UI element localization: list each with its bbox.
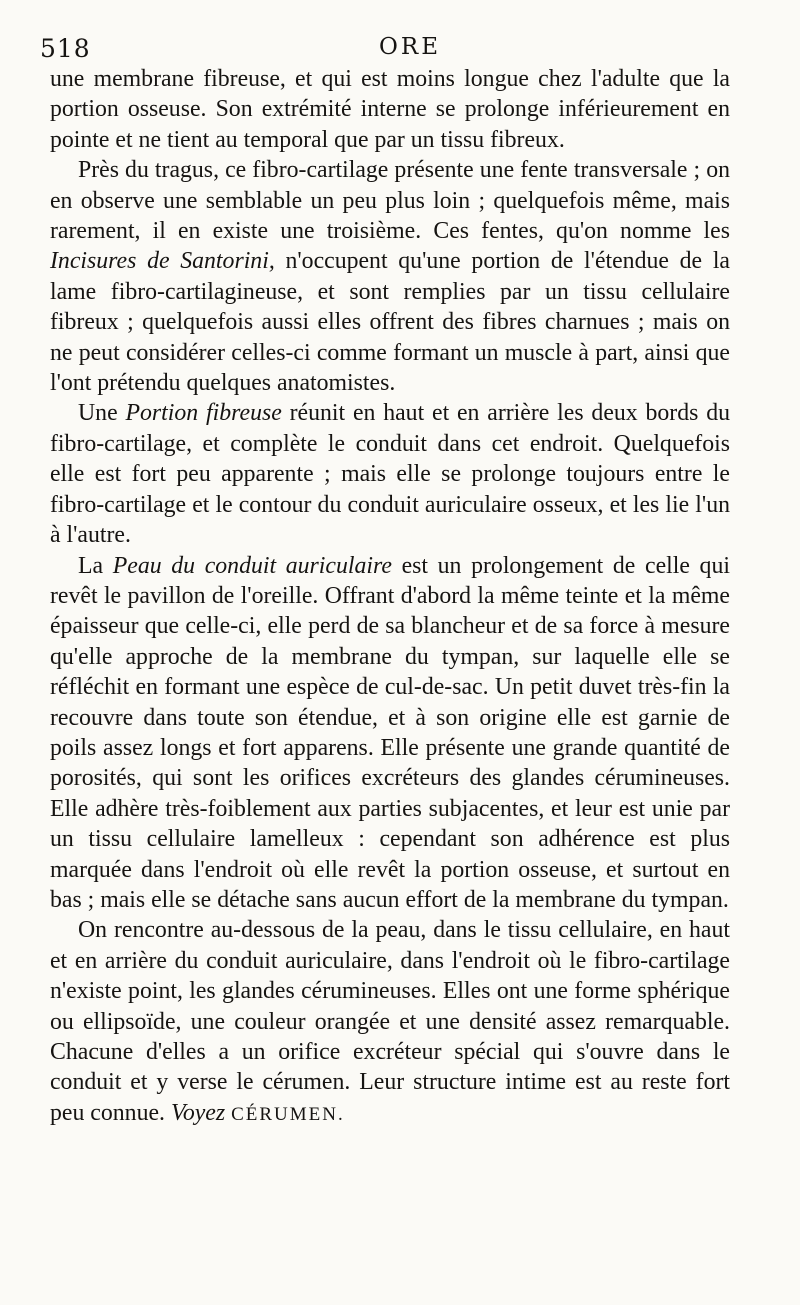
italic-term: Peau du conduit auriculaire	[112, 552, 392, 579]
paragraph-text: On rencontre au-dessous de la peau, dans le tissu cellulaire, en haut et en arrière du conduit auriculaire, dans l'endroit où le fibro-cartilage n'existe point, les glandes cérumineuses. Elles ont une forme sphérique ou ellipsoïde, une couleur orangée et une densité assez remarquable. Chacune d'elles a un orifice excréteur spécial qui s'ouvre dans le conduit et y verse le cérumen. Leur structure intime est au reste fort peu connue.	[50, 917, 730, 1126]
page-header	[40, 34, 760, 66]
cross-reference: CÉRUMEN.	[231, 1103, 345, 1125]
paragraph-continuation	[50, 64, 730, 155]
paragraph-text: La	[78, 552, 113, 579]
italic-term: Voyez	[170, 1099, 226, 1126]
paragraph-glandes	[50, 915, 730, 1130]
paragraph-text: est un prolongement de celle qui revêt le pavillon de l'oreille. Offrant d'abord la même teinte et la même épaisseur que celle-ci, elle perd de sa blancheur et de sa force à mesure qu'elle approche de la membrane du tympan, sur laquelle elle se réfléchit en formant une espèce de cul-de-sac. Un petit duvet très-fin la recouvre dans toute son étendue, et à son origine elle est garnie de poils assez longs et fort apparens. Elle présente une grande quantité de porosités, qui sont les orifices excréteurs des glandes cérumineuses. Elle adhère très-foiblement aux parties subjacentes, et leur est unie par un tissu cellulaire lamelleux : cependant son adhérence est plus marquée dans l'endroit où elle revêt la portion osseuse, et surtout en bas ; mais elle se détache sans aucun effort de la membrane du tympan.	[50, 552, 730, 913]
italic-term: Portion fibreuse	[125, 400, 282, 427]
body-text	[50, 64, 730, 1130]
running-head: ORE	[379, 34, 441, 60]
paragraph-text: une membrane fibreuse, et qui est moins longue chez l'adulte que la portion osseuse. Son extrémité interne se prolonge inférieurement en pointe et ne tient au temporal que par un tissu fibreux.	[50, 66, 730, 153]
italic-term: Incisures de Santorini,	[50, 248, 275, 275]
paragraph-text: Près du tragus, ce fibro-cartilage présente une fente transversale ; on en observe une semblable un peu plus loin ; quelquefois même, mais rarement, il en existe une troisième. Ces fentes, qu'on nomme les	[50, 157, 730, 245]
paragraph-incisures	[50, 155, 730, 398]
paragraph-text: réunit en haut et en arrière les deux bords du fibro-cartilage, et complète le conduit dans cet endroit. Quelquefois elle est fort peu apparente ; mais elle se prolonge toujours entre le fibro-cartilage et le contour du conduit auriculaire osseux, et les lie l'un à l'autre.	[50, 400, 730, 549]
paragraph-text: n'occupent qu'une portion de l'étendue de la lame fibro-cartilagineuse, et sont remplies par un tissu cellulaire fibreux ; quelquefois aussi elles offrent des fibres charnues ; mais on ne peut considérer celles-ci comme formant un muscle à part, ainsi que l'ont prétendu quelques anatomistes.	[50, 248, 730, 397]
page-number: 518	[40, 34, 91, 63]
paragraph-portion-fibreuse	[50, 398, 730, 550]
paragraph-peau	[50, 551, 730, 916]
paragraph-text: Une	[78, 400, 126, 427]
